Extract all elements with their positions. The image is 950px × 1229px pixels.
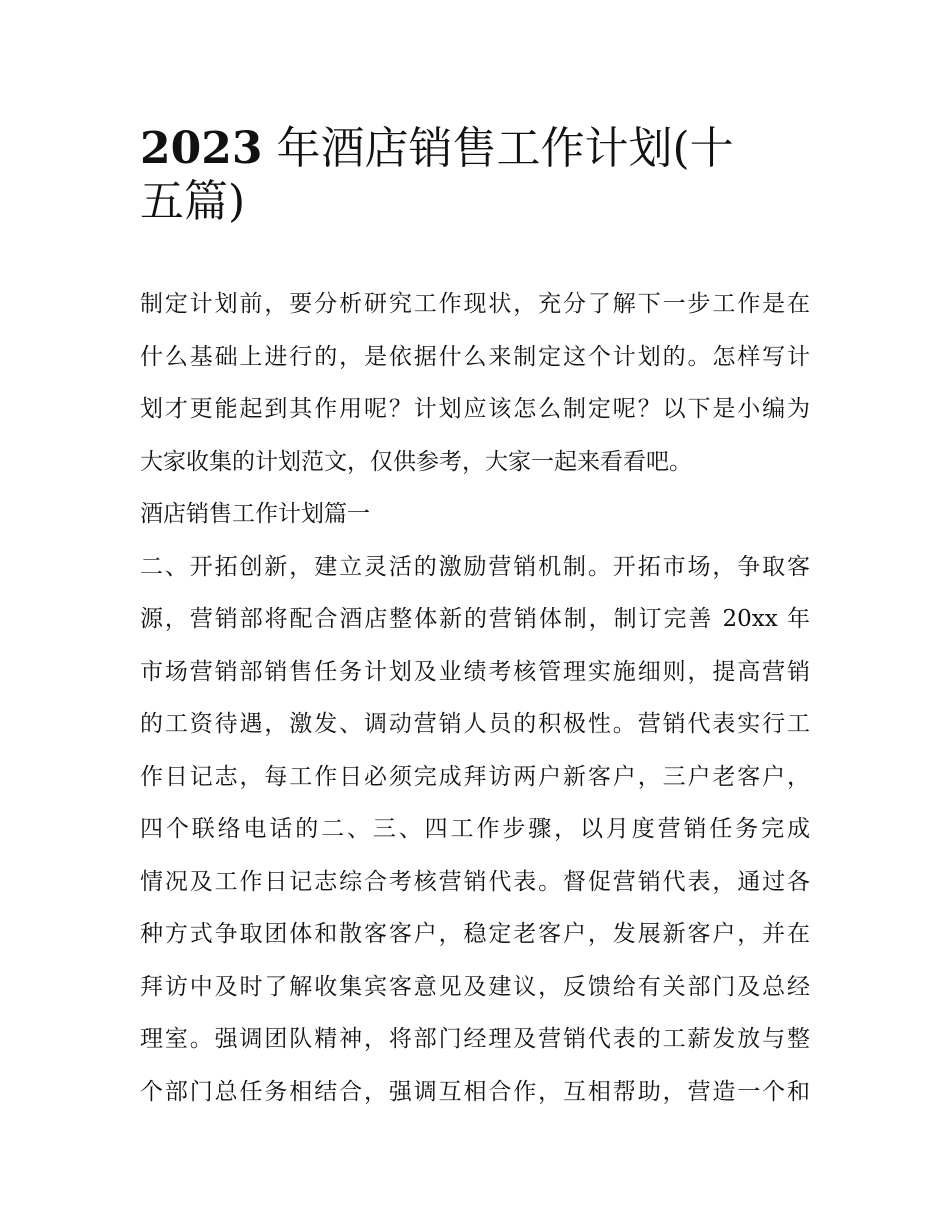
body-line: 理室。强调团队精神，将部门经理及营销代表的工薪发放与整 (140, 1026, 810, 1052)
intro-paragraph (140, 278, 810, 488)
document-title (140, 118, 810, 227)
title-year: 2023 (140, 123, 263, 174)
body-line: 市场营销部销售任务计划及业绩考核管理实施细则，提高营销 (140, 658, 810, 685)
body-line: 情况及工作日记志综合考核营销代表。督促营销代表，通过各 (140, 868, 810, 895)
intro-line: 什么基础上进行的，是依据什么来制定这个计划的。怎样写计 (140, 343, 810, 370)
document-body (140, 278, 810, 1118)
body-line: 作日记志，每工作日必须完成拜访两户新客户，三户老客户， (140, 763, 810, 790)
body-line: 源，营销部将配合酒店整体新的营销体制，制订完善 20xx 年 (140, 606, 810, 632)
body-line: 种方式争取团体和散客客户，稳定老客户，发展新客户，并在 (140, 921, 810, 947)
intro-line: 划才更能起到其作用呢？计划应该怎么制定呢？以下是小编为 (140, 396, 810, 422)
body-line: 的工资待遇，激发、调动营销人员的积极性。营销代表实行工 (140, 711, 810, 737)
section-heading-paragraph (140, 488, 810, 541)
title-line-2: 五篇) (140, 175, 246, 227)
body-line: 拜访中及时了解收集宾客意见及建议，反馈给有关部门及总经 (140, 973, 810, 1000)
title-line-1-text: 年酒店销售工作计划(十 (276, 123, 734, 174)
intro-line: 大家收集的计划范文，仅供参考，大家一起来看看吧。 (140, 448, 692, 475)
title-line-1 (140, 118, 810, 174)
body-line: 四个联络电话的二、三、四工作步骤，以月度营销任务完成 (140, 816, 810, 842)
body-paragraph (140, 541, 810, 1119)
body-line: 个部门总任务相结合，强调互相合作，互相帮助，营造一个和 (140, 1078, 810, 1105)
body-line: 二、开拓创新，建立灵活的激励营销机制。开拓市场，争取客 (140, 553, 810, 580)
intro-line: 制定计划前，要分析研究工作现状，充分了解下一步工作是在 (140, 291, 810, 317)
section-heading: 酒店销售工作计划篇一 (140, 501, 370, 527)
